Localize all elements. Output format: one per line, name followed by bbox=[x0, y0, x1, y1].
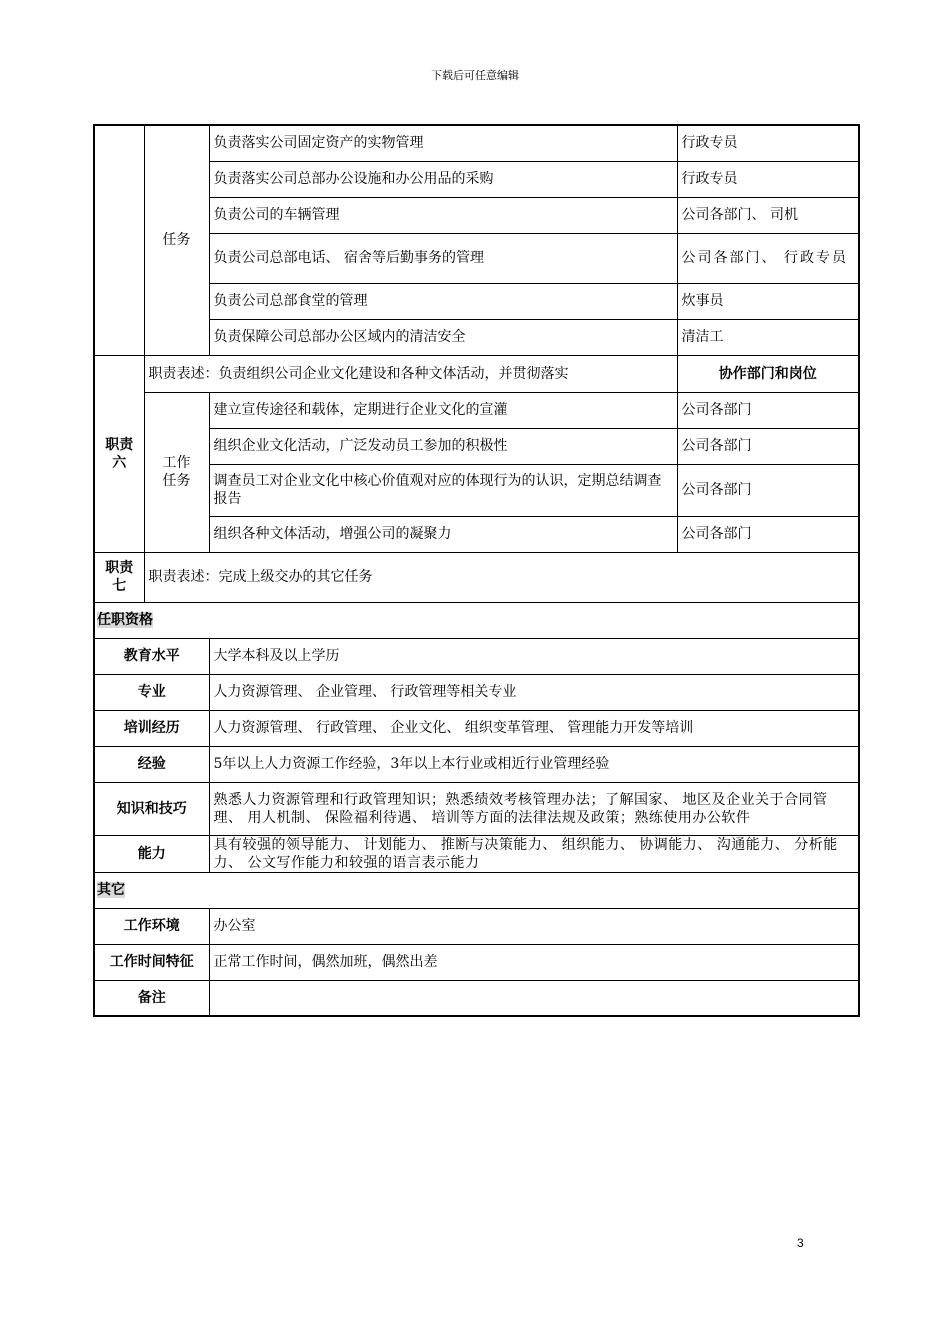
task-dept: 公司各部门、 行政专员 bbox=[677, 233, 859, 283]
task-row bbox=[94, 125, 859, 161]
qualification-label: 能力 bbox=[94, 835, 209, 872]
task-row bbox=[94, 428, 859, 464]
qualification-row bbox=[94, 746, 859, 782]
task-dept: 行政专员 bbox=[677, 161, 859, 197]
task-dept: 公司各部门 bbox=[677, 428, 859, 464]
section-title-text: 其它 bbox=[97, 882, 125, 898]
duty-statement: 职责表述：完成上级交办的其它任务 bbox=[144, 552, 859, 602]
collab-header: 协作部门和岗位 bbox=[677, 355, 859, 392]
page-number: 3 bbox=[797, 1236, 804, 1250]
qualification-label: 专业 bbox=[94, 674, 209, 710]
task-text: 组织各种文体活动，增强公司的凝聚力 bbox=[209, 516, 677, 552]
header-note: 下载后可任意编辑 bbox=[431, 69, 519, 82]
qualification-label: 经验 bbox=[94, 746, 209, 782]
task-dept: 炊事员 bbox=[677, 283, 859, 319]
task-text: 负责公司总部电话、 宿舍等后勤事务的管理 bbox=[209, 233, 677, 283]
other-label: 工作环境 bbox=[94, 908, 209, 944]
other-label: 备注 bbox=[94, 980, 209, 1016]
other-value: 办公室 bbox=[209, 908, 859, 944]
duty-statement: 职责表述：负责组织公司企业文化建设和各种文体活动，并贯彻落实 bbox=[144, 355, 677, 392]
qualification-value: 具有较强的领导能力、 计划能力、 推断与决策能力、 组织能力、 协调能力、 沟通能力、 分析能力、 公文写作能力和较强的语言表示能力 bbox=[209, 835, 859, 872]
task-dept: 公司各部门、 司机 bbox=[677, 197, 859, 233]
qualification-label: 教育水平 bbox=[94, 638, 209, 674]
task-text: 建立宣传途径和载体，定期进行企业文化的宣灌 bbox=[209, 392, 677, 428]
task-text: 调查员工对企业文化中核心价值观对应的体现行为的认识，定期总结调查报告 bbox=[209, 464, 677, 516]
task-text: 负责保障公司总部办公区域内的清洁安全 bbox=[209, 319, 677, 355]
other-value: 正常工作时间，偶然加班，偶然出差 bbox=[209, 944, 859, 980]
task-row bbox=[94, 319, 859, 355]
task-dept: 清洁工 bbox=[677, 319, 859, 355]
work-task-label: 工作任务 bbox=[144, 392, 209, 552]
task-text: 负责落实公司固定资产的实物管理 bbox=[209, 125, 677, 161]
qualification-value: 人力资源管理、 企业管理、 行政管理等相关专业 bbox=[209, 674, 859, 710]
task-row bbox=[94, 197, 859, 233]
duty-statement-row bbox=[94, 355, 859, 392]
task-row bbox=[94, 392, 859, 428]
qualification-value: 大学本科及以上学历 bbox=[209, 638, 859, 674]
other-label: 工作时间特征 bbox=[94, 944, 209, 980]
section-header-row bbox=[94, 602, 859, 638]
task-row bbox=[94, 283, 859, 319]
qualification-value: 人力资源管理、 行政管理、 企业文化、 组织变革管理、 管理能力开发等培训 bbox=[209, 710, 859, 746]
duty-label: 职责七 bbox=[94, 552, 144, 602]
task-text: 组织企业文化活动，广泛发动员工参加的积极性 bbox=[209, 428, 677, 464]
duty-label: 职责六 bbox=[94, 355, 144, 552]
qualification-row bbox=[94, 835, 859, 872]
other-row bbox=[94, 980, 859, 1016]
section-title-text: 任职资格 bbox=[97, 612, 153, 628]
qualification-row bbox=[94, 782, 859, 835]
task-dept: 公司各部门 bbox=[677, 516, 859, 552]
task-text: 负责公司总部食堂的管理 bbox=[209, 283, 677, 319]
task-row bbox=[94, 464, 859, 516]
task-label: 任务 bbox=[144, 125, 209, 355]
qualification-row bbox=[94, 674, 859, 710]
duty-statement-row bbox=[94, 552, 859, 602]
qualification-label: 培训经历 bbox=[94, 710, 209, 746]
job-description-table bbox=[93, 124, 860, 1017]
qualification-row bbox=[94, 638, 859, 674]
task-text: 负责落实公司总部办公设施和办公用品的采购 bbox=[209, 161, 677, 197]
other-row bbox=[94, 944, 859, 980]
qualification-row bbox=[94, 710, 859, 746]
section-title bbox=[94, 602, 859, 638]
task-row bbox=[94, 161, 859, 197]
task-text: 负责公司的车辆管理 bbox=[209, 197, 677, 233]
other-row bbox=[94, 908, 859, 944]
task-row bbox=[94, 233, 859, 283]
duty-label-empty bbox=[94, 125, 144, 355]
task-dept: 公司各部门 bbox=[677, 464, 859, 516]
other-value bbox=[209, 980, 859, 1016]
qualification-value: 熟悉人力资源管理和行政管理知识；熟悉绩效考核管理办法；了解国家、 地区及企业关于合同管理、 用人机制、 保险福利待遇、 培训等方面的法律法规及政策；熟练使用办公软件 bbox=[209, 782, 859, 835]
qualification-value: 5年以上人力资源工作经验，3年以上本行业或相近行业管理经验 bbox=[209, 746, 859, 782]
task-row bbox=[94, 516, 859, 552]
task-dept: 行政专员 bbox=[677, 125, 859, 161]
qualification-label: 知识和技巧 bbox=[94, 782, 209, 835]
task-dept: 公司各部门 bbox=[677, 392, 859, 428]
section-title bbox=[94, 872, 859, 908]
section-header-row bbox=[94, 872, 859, 908]
